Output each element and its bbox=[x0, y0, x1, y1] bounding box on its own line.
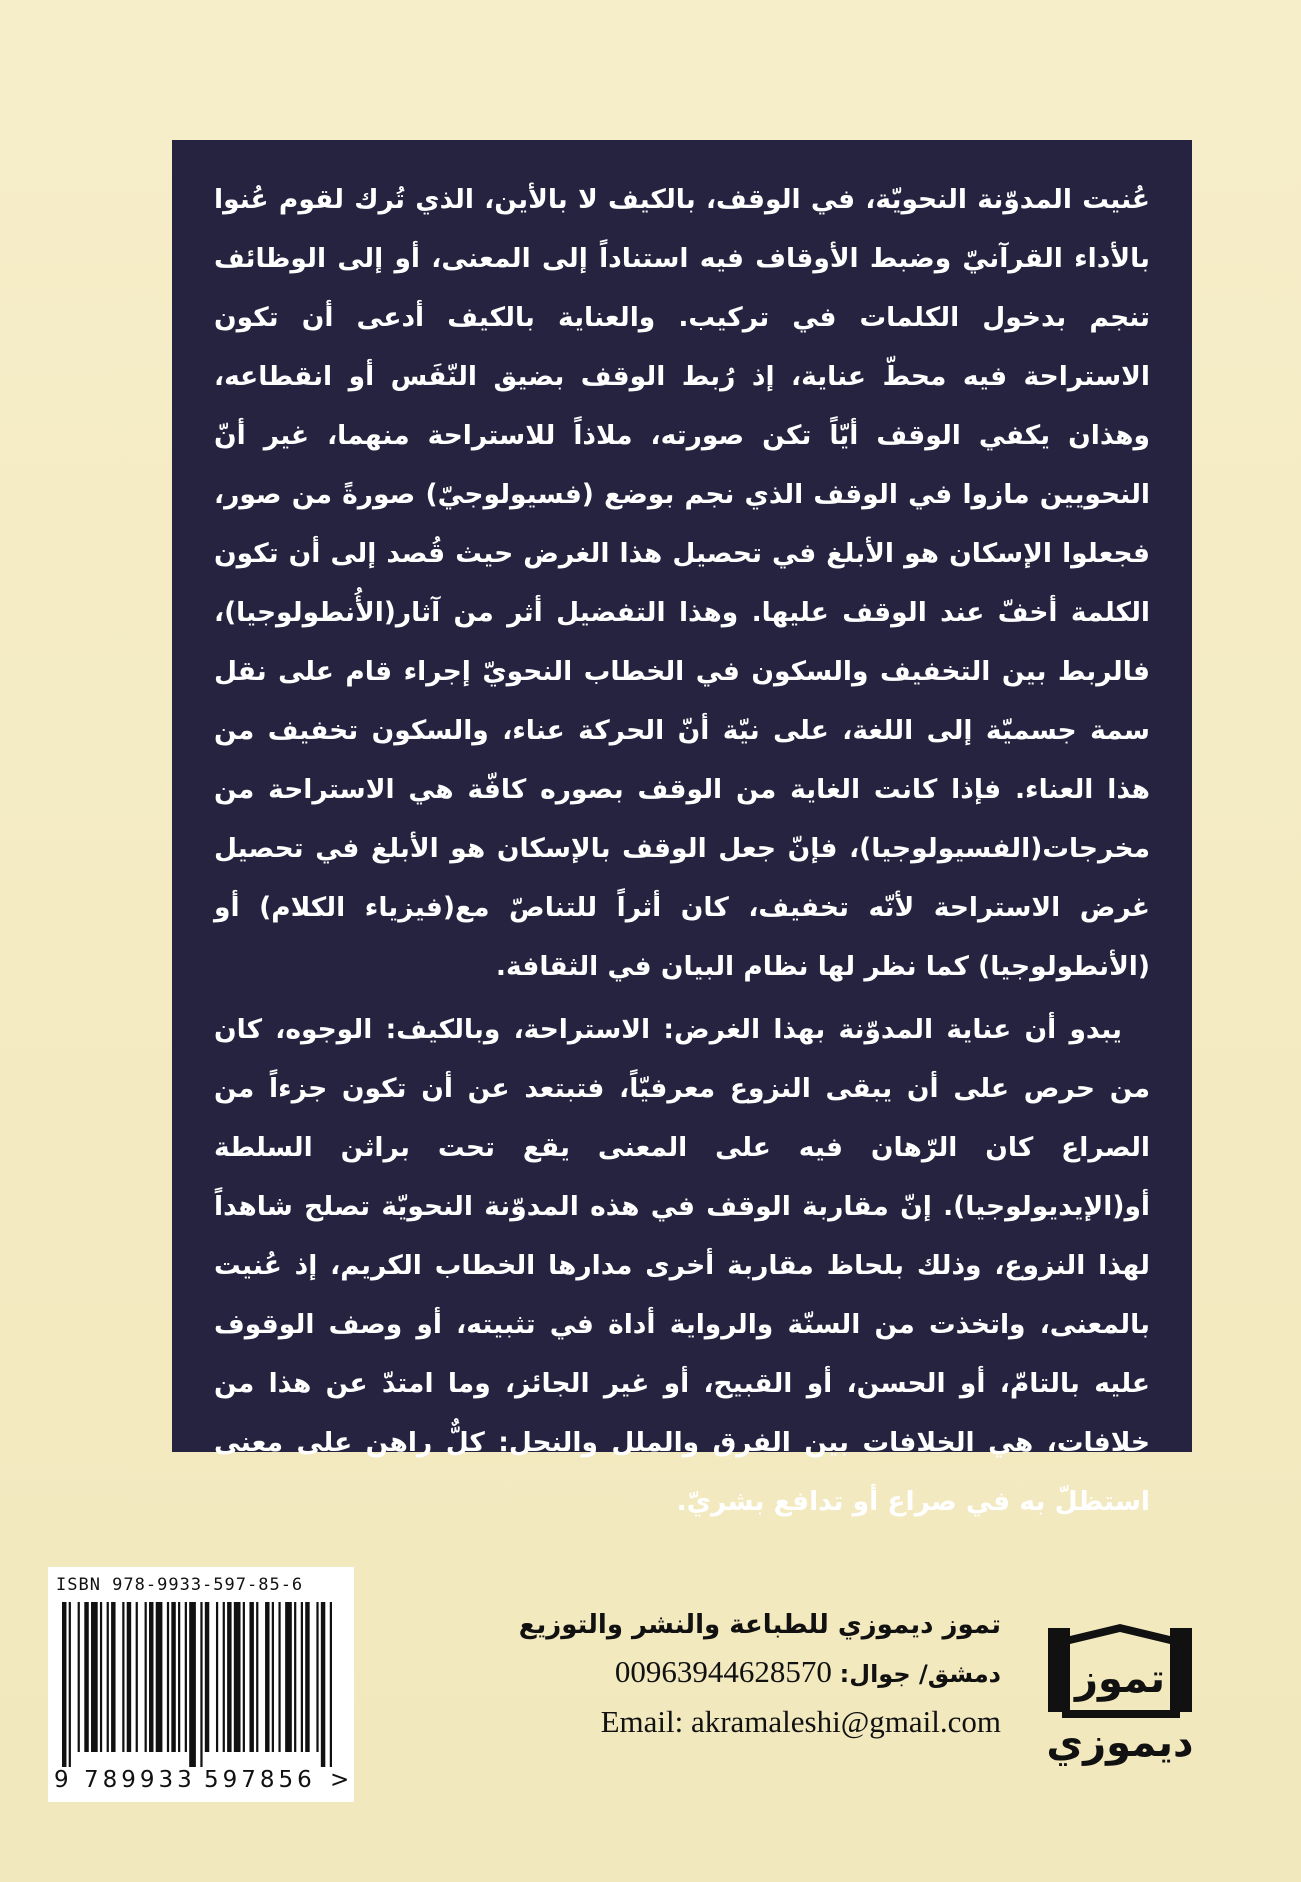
barcode-bar bbox=[205, 1602, 209, 1752]
barcode-bar bbox=[305, 1602, 309, 1752]
phone-number: 00963944628570 bbox=[614, 1654, 832, 1689]
barcode-bar bbox=[185, 1602, 187, 1752]
barcode-bar bbox=[178, 1602, 180, 1752]
barcode-bar bbox=[189, 1602, 196, 1767]
barcode-bar bbox=[107, 1602, 109, 1752]
barcode-bar bbox=[84, 1602, 88, 1752]
barcode-bar bbox=[111, 1602, 115, 1752]
phone-label: دمشق/ جوال: bbox=[839, 1660, 1001, 1688]
blurb-paragraph-2: يبدو أن عناية المدوّنة بهذا الغرض: الاستراحة، وبالكيف: الوجوه، كان من حرص على أن يبقى النزوع معرفيّاً، فتبتعد عن أن تكون جزءاً من الصراع كان الرّهان فيه على المعنى يقع تحت براثن السلطة أو(الإيديولوجيا). إنّ مقاربة الوقف في هذه المدوّنة النحويّة تصلح شاهداً لهذا النزوع، وذلك بلحاظ مقاربة أخرى مدارها الخطاب الكريم، إذ عُنيت بالمعنى، واتخذت من السنّة والرواية أداة في تثبيته، أو وصف الوقوف عليه بالتامّ، أو الحسن، أو القبيح، أو غير الجائز، وما امتدّ عن هذا من خلافات، هي الخلافات بين الفرق والملل والنحل: كلٌّ راهن على معنى استظلّ به في صراع أو تدافع بشريّ. bbox=[214, 1014, 1150, 1517]
barcode-bar bbox=[149, 1602, 153, 1752]
barcode-bar bbox=[316, 1602, 318, 1752]
barcode-bar bbox=[321, 1602, 325, 1767]
barcode-bar bbox=[223, 1602, 225, 1752]
barcode-bar bbox=[330, 1602, 332, 1767]
publisher-logo bbox=[1044, 1614, 1196, 1766]
barcode-bar bbox=[167, 1602, 169, 1752]
barcode-bar bbox=[69, 1602, 71, 1767]
publisher-phone-line bbox=[401, 1650, 1001, 1696]
barcode-bar bbox=[145, 1602, 147, 1752]
barcode-bar bbox=[216, 1602, 218, 1752]
barcode-label bbox=[48, 1567, 354, 1802]
barcode-bar bbox=[265, 1602, 269, 1752]
barcode-bar bbox=[156, 1602, 163, 1752]
barcode-bar bbox=[256, 1602, 258, 1752]
barcode-bar bbox=[91, 1602, 98, 1752]
barcode-bar bbox=[100, 1602, 102, 1752]
barcode-bar bbox=[285, 1602, 292, 1752]
blurb-paragraph-1: عُنيت المدوّنة النحويّة، في الوقف، بالكيف لا بالأين، الذي تُرك لقوم عُنوا بالأداء القرآنيّ وضبط الأوقاف فيه استناداً إلى المعنى، أو إلى الوظائف تنجم بدخول الكلمات في تركيب. والعناية بالكيف أدعى أن تكون الاستراحة فيه محطّ عناية، إذ رُبط الوقف بضيق النّفَس أو انقطاعه، وهذان يكفي الوقف أيّاً تكن صورته، ملاذاً للاستراحة منهما، غير أنّ النحويين مازوا في الوقف الذي نجم بوضع (فسيولوجيّ) صورةً من صور، فجعلوا الإسكان هو الأبلغ في تحصيل هذا الغرض حيث قُصد إلى أن تكون الكلمة أخفّ عند الوقف عليها. وهذا التفضيل أثر من آثار(الأُنطولوجيا)، فالربط بين التخفيف والسكون في الخطاب النحويّ إجراء قام على نقل سمة جسميّة إلى اللغة، على نيّة أنّ الحركة عناء، والسكون تخفيف من هذا العناء. فإذا كانت الغاية من الوقف بصوره كافّة هي الاستراحة من مخرجات(الفسيولوجيا)، فإنّ جعل الوقف بالإسكان هو الأبلغ في تحصيل غرض الاستراحة لأنّه تخفيف، كان أثراً للتناصّ مع(فيزياء الكلام) أو (الأنطولوجيا) كما نظر لها نظام البيان في الثقافة. bbox=[214, 184, 1150, 982]
barcode-bars bbox=[62, 1602, 332, 1767]
barcode-bar bbox=[249, 1602, 253, 1752]
logo-text-line-2: ديموزي bbox=[1046, 1720, 1194, 1766]
publisher-info bbox=[401, 1610, 1001, 1744]
barcode-bar bbox=[136, 1602, 138, 1752]
barcode-bar bbox=[278, 1602, 280, 1752]
barcode-digit-group-2: 597856 bbox=[204, 1767, 316, 1793]
blurb-panel bbox=[172, 140, 1192, 1517]
barcode-bar bbox=[243, 1602, 245, 1752]
barcode-bar bbox=[227, 1602, 231, 1752]
barcode-quiet-zone-mark: > bbox=[330, 1767, 351, 1793]
barcode-bar bbox=[200, 1602, 202, 1767]
barcode-bar bbox=[78, 1602, 80, 1752]
barcode-digit-group-1: 789933 bbox=[84, 1767, 196, 1793]
barcode-bar bbox=[171, 1602, 175, 1752]
barcode-bar bbox=[272, 1602, 274, 1752]
logo-text-line-1: تموز bbox=[1075, 1656, 1165, 1702]
barcode-bar bbox=[234, 1602, 241, 1752]
barcode-bar bbox=[62, 1602, 66, 1767]
barcode-bar bbox=[301, 1602, 303, 1752]
barcode-bar bbox=[127, 1602, 131, 1752]
barcode-lead-digit: 9 bbox=[54, 1767, 70, 1793]
publisher-name: تموز ديموزي للطباعة والنشر والتوزيع bbox=[518, 1610, 1001, 1640]
barcode-bar bbox=[294, 1602, 296, 1752]
isbn-text: ISBN 978-9933-597-85-6 bbox=[56, 1575, 304, 1595]
publisher-email: Email: akramaleshi@gmail.com bbox=[600, 1704, 1001, 1739]
barcode-bar bbox=[122, 1602, 124, 1752]
